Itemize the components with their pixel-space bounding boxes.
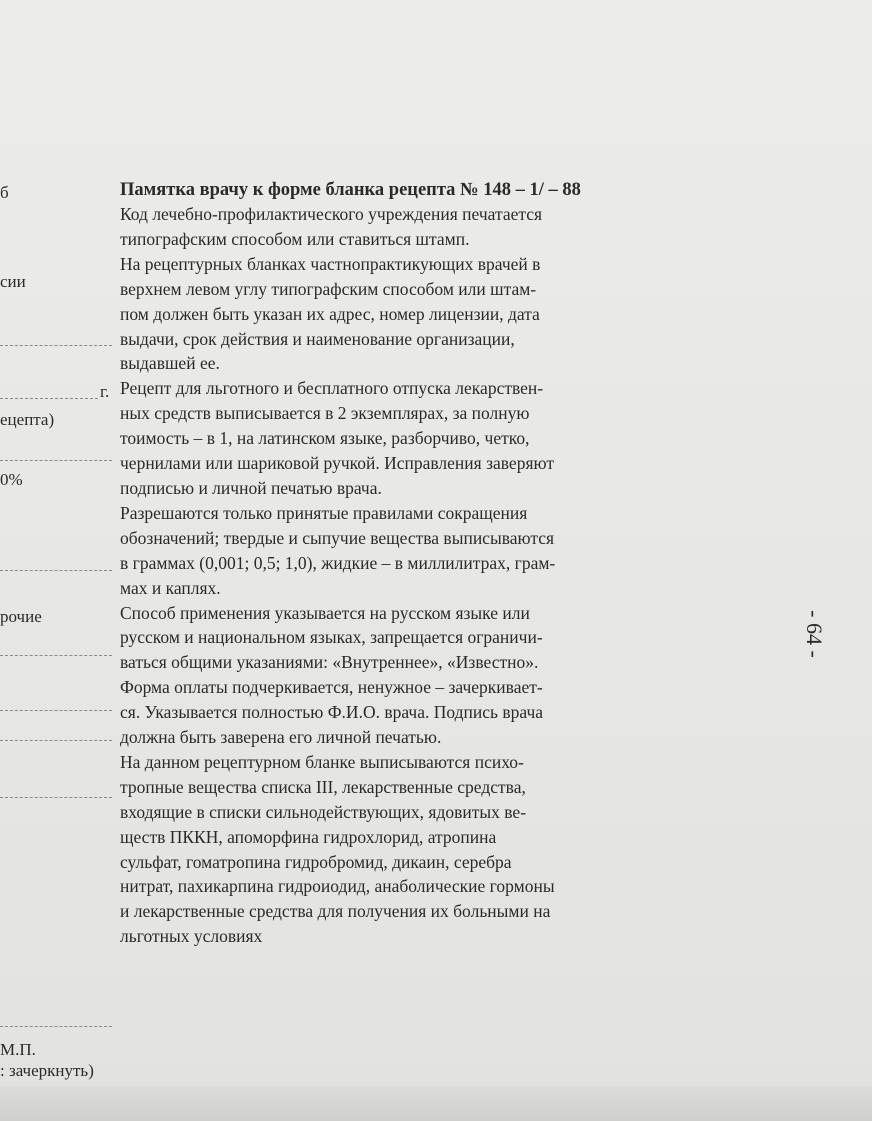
fragment-stamp: М.П. [0, 1040, 36, 1059]
form-rule [0, 570, 112, 571]
memo-line: Форма оплаты подчеркивается, ненужное – зачеркивает- [120, 677, 543, 698]
fragment-other: рочие [0, 607, 42, 626]
memo-line: верхнем левом углу типографским способом или штам- [120, 278, 537, 299]
memo-line: тропные вещества списка III, лекарственные средства, [120, 776, 526, 797]
memo-line: ных средств выписывается в 2 экземплярах, за полную [120, 403, 530, 424]
memo-line: Код лечебно-профилактического учреждения печатается [120, 204, 543, 224]
form-rule [0, 655, 112, 656]
memo-line: чернилами или шариковой ручкой. Исправления заверяют [120, 453, 554, 474]
memo-line: Рецепт для льготного и бесплатного отпуска лекарствен- [120, 378, 544, 399]
fragment-top: б [0, 183, 9, 202]
form-rule [0, 710, 112, 711]
form-rule [0, 740, 112, 741]
memo-body [120, 202, 730, 949]
memo-line: выдачи, срок действия и наименование организации, [120, 328, 515, 349]
memo-line: Способ применения указывается на русском языке или [120, 602, 530, 623]
fragment-license: сии [0, 272, 26, 291]
fragment-cross-out: : зачеркнуть) [0, 1061, 94, 1080]
memo-line: сульфат, гоматропина гидробромид, дикаин, серебра [120, 851, 512, 872]
memo-line: выдавшей ее. [120, 353, 220, 374]
memo-line: должна быть заверена его личной печатью. [120, 727, 442, 748]
fragment-year-suffix: г. [100, 382, 110, 401]
memo-line: льготных условиях [120, 926, 263, 947]
memo-line: мах и каплях. [120, 577, 221, 598]
memo-line: На рецептурных бланках частнопрактикующих врачей в [120, 253, 541, 274]
memo-line: в граммах (0,001; 0,5; 1,0), жидкие – в миллилитрах, грам- [120, 552, 556, 573]
memo-title: Памятка врачу к форме бланка рецепта № 148 – 1/ – 88 [120, 180, 581, 200]
memo-line: нитрат, пахикарпина гидроиодид, анаболические гормоны [120, 876, 555, 897]
memo-line: пом должен быть указан их адрес, номер лицензии, дата [120, 303, 540, 324]
memo-line: ществ ПККН, апоморфина гидрохлорид, атропина [120, 826, 497, 847]
memo-line: входящие в списки сильнодействующих, ядовитых ве- [120, 801, 527, 822]
memo-line: русском и национальном языках, запрещается ограничи- [120, 627, 543, 648]
page-bottom-shadow [0, 1086, 872, 1121]
form-rule [0, 797, 112, 798]
memo-line: На данном рецептурном бланке выписываются психо- [120, 751, 524, 772]
memo-line: ся. Указывается полностью Ф.И.О. врача. Подпись врача [120, 702, 544, 723]
memo-line: обозначений; твердые и сыпучие вещества выписываются [120, 527, 555, 548]
adjacent-page-fragment [0, 0, 115, 1121]
form-rule [0, 460, 112, 461]
memo-line: и лекарственные средства для получения их больными на [120, 901, 551, 922]
page-number: - 64 - [801, 610, 827, 658]
memo-line: подписью и личной печатью врача. [120, 477, 382, 498]
fragment-recipe: ецепта) [0, 410, 55, 429]
memo-block [120, 178, 730, 949]
memo-line: Разрешаются только принятые правилами сокращения [120, 502, 528, 523]
form-rule [0, 345, 112, 346]
form-rule [0, 1026, 112, 1027]
form-rule [0, 398, 98, 399]
memo-line: типографским способом или ставиться штамп. [120, 228, 470, 249]
memo-line: тоимость – в 1, на латинском языке, разборчиво, четко, [120, 428, 530, 449]
memo-line: ваться общими указаниями: «Внутреннее», «Известно». [120, 652, 539, 673]
fragment-percent: 0% [0, 470, 23, 489]
